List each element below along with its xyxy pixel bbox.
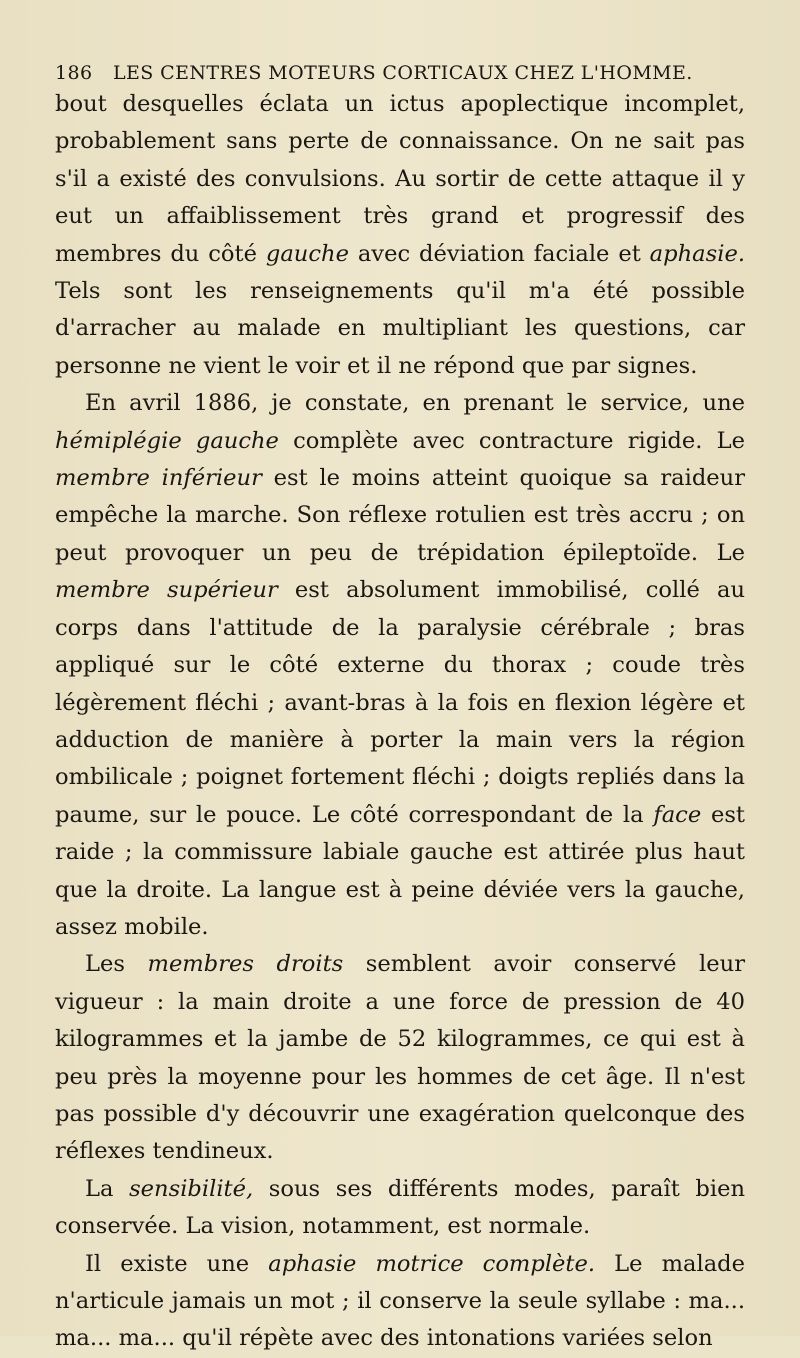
text-segment: Les [85,951,148,978]
paragraph [55,946,745,1170]
italic-text: face [653,801,702,828]
running-title: LES CENTRES MOTEURS CORTICAUX CHEZ L'HOMME. [113,62,693,84]
text-segment: En avril 1886, je constate, en prenant le service, une [85,390,745,417]
italic-text: hémiplégie gauche [55,427,279,454]
italic-text: aphasie. [649,240,746,267]
text-segment: complète avec contracture rigide. Le [278,427,745,454]
text-segment: sous ses différents modes, paraît bien conservée. La vision, notamment, est normale. [55,1175,745,1240]
text-segment: Il existe une [85,1250,269,1277]
text-segment: est le moins atteint quoique sa raideur empêche la marche. Son réflexe rotulien est très accru ; on peut provoquer un peu de trépidation épileptoïde. Le [55,465,746,566]
text-segment: Le malade n'articule jamais un mot ; il conserve la seule syllabe : ma... ma... ma... qu'il répète avec des intonations variées selon [55,1250,746,1352]
paragraph [55,385,745,946]
italic-text: membre inférieur [55,465,262,492]
italic-text: gauche [265,240,349,267]
page-number: 186 [55,62,93,84]
text-segment: bout desquelles éclata un ictus apoplectique incomplet, probablement sans perte de connaissance. On ne sait pas s'il a existé des convulsions. Au sortir de cette attaque il y eut un affaiblissement très grand et progressif des membres du côté [55,91,745,267]
body-text [55,86,745,1358]
italic-text: aphasie motrice complète. [268,1250,596,1277]
italic-text: sensibilité, [129,1175,254,1202]
paragraph [55,86,745,385]
text-segment: est absolument immobilisé, collé au corps dans l'attitude de la paralysie cérébrale ; bras appliqué sur le côté externe du thorax ; coude très légèrement fléchi ; avant-bras à la fois en flexion légère et adduction de manière à porter la main vers la région ombilicale ; poignet fortement fléchi ; doigts repliés dans la paume, sur le pouce. Le côté correspondant de la [55,577,746,828]
text-segment: est raide ; la commissure labiale gauche est attirée plus haut que la droite. La langue est à peine déviée vers la gauche, assez mobile. [55,801,745,940]
paragraph [55,1246,745,1358]
paragraph [55,1171,745,1246]
text-segment: La [85,1175,130,1202]
text-segment: Tels sont les renseignements qu'il m'a été possible d'arracher au malade en multipliant les questions, car personne ne vient le voir et il ne répond que par signes. [55,278,745,379]
text-segment: avec déviation faciale et [348,240,650,267]
italic-text: membre supérieur [55,577,278,604]
text-segment: semblent avoir conservé leur vigueur : la main droite a une force de pression de 40 kilogrammes et la jambe de 52 kilogrammes, ce qui est à peu près la moyenne pour les hommes de cet âge. Il n'est pas possible d'y découvrir une exagération quelconque des réflexes tendineux. [55,951,745,1165]
italic-text: membres droits [147,951,344,978]
